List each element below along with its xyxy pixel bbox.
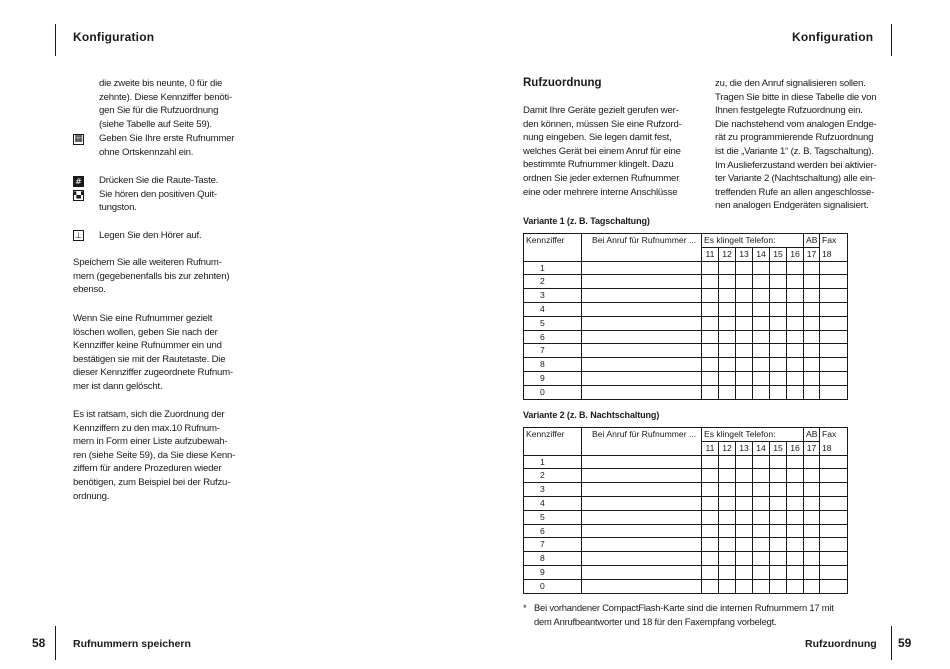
table-row [524, 483, 848, 497]
cell-fax [820, 455, 848, 469]
header-kennziffer: Kennziffer [524, 428, 582, 442]
cell-checkbox [753, 385, 770, 399]
cell-checkbox [770, 358, 787, 372]
cell-checkbox [702, 358, 719, 372]
paragraph-advice-list: Es ist ratsam, sich die Zuordnung der Kennziffern zu den max.10 Rufnum- mern in Form einer Liste aufzubewah- ren (siehe Seite 59), da Sie diese Kenn- ziffern für andere Prozeduren wieder benötigen, zum Beispiel bei der Rufzu- ordnung. [73, 409, 236, 502]
cell-rufnummer [582, 579, 702, 593]
cell-checkbox [702, 385, 719, 399]
cell-kennziffer: 9 [524, 371, 582, 385]
cell-rufnummer [582, 524, 702, 538]
header-kennziffer-cont [524, 247, 582, 261]
cell-fax [820, 302, 848, 316]
cell-checkbox [719, 289, 736, 303]
table-row [524, 261, 848, 275]
header-ab-number: 17 [804, 247, 820, 261]
cell-rufnummer [582, 289, 702, 303]
cell-rufnummer [582, 344, 702, 358]
table-row [524, 302, 848, 316]
header-phone-14: 14 [753, 247, 770, 261]
cell-kennziffer: 5 [524, 316, 582, 330]
cell-checkbox [753, 455, 770, 469]
cell-kennziffer: 3 [524, 289, 582, 303]
cell-checkbox [719, 302, 736, 316]
table-row [524, 496, 848, 510]
cell-checkbox [719, 371, 736, 385]
cell-checkbox [770, 275, 787, 289]
cell-checkbox [770, 469, 787, 483]
header-phone-12: 12 [719, 441, 736, 455]
cell-checkbox [702, 524, 719, 538]
cell-checkbox [804, 483, 820, 497]
header-bei-anruf: Bei Anruf für Rufnummer ... [582, 428, 702, 442]
right-page-footer: Rufzuordnung [805, 638, 877, 650]
cell-checkbox [804, 579, 820, 593]
cell-checkbox [787, 538, 804, 552]
cell-checkbox [736, 289, 753, 303]
header-phone-13: 13 [736, 247, 753, 261]
cell-checkbox [787, 524, 804, 538]
cell-checkbox [753, 552, 770, 566]
intro-column-1: Damit Ihre Geräte gezielt gerufen wer- den können, müssen Sie eine Rufzord- nung eingeben. Sie legen damit fest, welches Gerät bei einem Anruf für eine bestimmte Rufnummer klingelt. Dazu ordnen Sie jeder externen Rufnummer eine oder mehrere interne Anschlüsse [523, 105, 682, 198]
cell-checkbox [787, 371, 804, 385]
cell-fax [820, 538, 848, 552]
cell-checkbox [770, 316, 787, 330]
cell-kennziffer: 2 [524, 275, 582, 289]
cell-checkbox [719, 469, 736, 483]
keypad-icon: ▦ [74, 134, 83, 144]
cell-checkbox [736, 469, 753, 483]
cell-kennziffer: 0 [524, 385, 582, 399]
cell-checkbox [787, 565, 804, 579]
cell-checkbox [753, 524, 770, 538]
cell-checkbox [719, 510, 736, 524]
table-row [524, 344, 848, 358]
cell-checkbox [736, 316, 753, 330]
header-fax: Fax [820, 234, 848, 248]
cell-kennziffer: 3 [524, 483, 582, 497]
cell-checkbox [736, 275, 753, 289]
cell-checkbox [770, 510, 787, 524]
cell-checkbox [736, 330, 753, 344]
cell-checkbox [719, 385, 736, 399]
cell-rufnummer [582, 316, 702, 330]
cell-kennziffer: 0 [524, 579, 582, 593]
table-row [524, 358, 848, 372]
cell-checkbox [719, 358, 736, 372]
cell-fax [820, 371, 848, 385]
cell-checkbox [804, 289, 820, 303]
cell-checkbox [736, 496, 753, 510]
cell-checkbox [736, 524, 753, 538]
cell-checkbox [770, 289, 787, 303]
table-row [524, 538, 848, 552]
cell-checkbox [804, 524, 820, 538]
cell-checkbox [753, 469, 770, 483]
cell-rufnummer [582, 371, 702, 385]
cell-checkbox [770, 302, 787, 316]
intro-column-2: zu, die den Anruf signalisieren sollen. Tragen Sie bitte in diese Tabelle die von Ihnen festgelegte Rufzuordnung ein. Die nachstehend vom analogen Endge- rät zu programmierende Rufzuordnung ist die „Variante 1“ (z. B. Tagschaltung). Im Auslieferzustand werden bei aktivier- ter Variante 2 (Nachtschaltung) alle ein- treffenden Rufe an allen angeschlosse- nen analogen Endgeräten signalisiert. [715, 78, 877, 212]
cell-checkbox [753, 261, 770, 275]
cell-rufnummer [582, 275, 702, 289]
table-row [524, 469, 848, 483]
cell-checkbox [804, 510, 820, 524]
cell-checkbox [770, 344, 787, 358]
cell-checkbox [719, 261, 736, 275]
cell-checkbox [736, 455, 753, 469]
header-phone-14: 14 [753, 441, 770, 455]
cell-checkbox [770, 385, 787, 399]
step-enter-number: Geben Sie Ihre erste Rufnummer ohne Ortskennzahl ein. [99, 133, 235, 158]
step-hash-key: Drücken Sie die Raute-Taste. Sie hören den positiven Quit- tungston. [99, 175, 219, 214]
cell-checkbox [753, 330, 770, 344]
cell-checkbox [770, 496, 787, 510]
table-row [524, 316, 848, 330]
cell-checkbox [702, 565, 719, 579]
cell-checkbox [719, 275, 736, 289]
cell-checkbox [787, 358, 804, 372]
cell-fax [820, 330, 848, 344]
table-subheader-row [524, 441, 848, 455]
cell-checkbox [753, 579, 770, 593]
cell-checkbox [770, 552, 787, 566]
header-kennziffer-cont [524, 441, 582, 455]
cell-checkbox [787, 552, 804, 566]
footnote-marker: * [523, 602, 527, 613]
header-bei-anruf-cont [582, 247, 702, 261]
cell-rufnummer [582, 565, 702, 579]
cell-checkbox [702, 455, 719, 469]
cell-checkbox [719, 552, 736, 566]
cell-checkbox [770, 538, 787, 552]
cell-checkbox [804, 565, 820, 579]
cell-rufnummer [582, 483, 702, 497]
cell-kennziffer: 6 [524, 524, 582, 538]
cell-checkbox [770, 565, 787, 579]
cell-fax [820, 275, 848, 289]
cell-fax [820, 261, 848, 275]
header-phone-15: 15 [770, 247, 787, 261]
cell-rufnummer [582, 496, 702, 510]
cell-checkbox [736, 385, 753, 399]
header-kennziffer: Kennziffer [524, 234, 582, 248]
table-row [524, 385, 848, 399]
cell-checkbox [753, 538, 770, 552]
table-row [524, 289, 848, 303]
cell-checkbox [702, 538, 719, 552]
cell-fax [820, 385, 848, 399]
cell-checkbox [804, 552, 820, 566]
cell-checkbox [702, 510, 719, 524]
cell-checkbox [804, 330, 820, 344]
cell-checkbox [753, 496, 770, 510]
cell-checkbox [719, 483, 736, 497]
cell-checkbox [770, 524, 787, 538]
cell-fax [820, 524, 848, 538]
cell-checkbox [702, 552, 719, 566]
section-title: Rufzuordnung [523, 77, 602, 89]
cell-fax [820, 496, 848, 510]
cell-checkbox [787, 275, 804, 289]
cell-kennziffer: 4 [524, 496, 582, 510]
cell-fax [820, 565, 848, 579]
cell-fax [820, 483, 848, 497]
cell-checkbox [804, 302, 820, 316]
cell-checkbox [787, 344, 804, 358]
cell-kennziffer: 1 [524, 455, 582, 469]
cell-checkbox [804, 261, 820, 275]
cell-checkbox [702, 344, 719, 358]
cell-kennziffer: 8 [524, 552, 582, 566]
cell-checkbox [736, 302, 753, 316]
cell-checkbox [787, 469, 804, 483]
cell-checkbox [719, 330, 736, 344]
cell-kennziffer: 9 [524, 565, 582, 579]
cell-checkbox [736, 358, 753, 372]
hash-key-icon: # [73, 176, 84, 187]
cell-checkbox [719, 524, 736, 538]
cell-checkbox [736, 483, 753, 497]
cell-checkbox [770, 579, 787, 593]
table-row [524, 565, 848, 579]
cell-checkbox [736, 371, 753, 385]
table-row [524, 524, 848, 538]
header-ab-number: 17 [804, 441, 820, 455]
cell-checkbox [736, 565, 753, 579]
cell-checkbox [719, 344, 736, 358]
cell-checkbox [804, 385, 820, 399]
cell-checkbox [702, 579, 719, 593]
cell-checkbox [736, 538, 753, 552]
cell-checkbox [719, 579, 736, 593]
cell-checkbox [702, 483, 719, 497]
cell-rufnummer [582, 385, 702, 399]
table-subheader-row [524, 247, 848, 261]
cell-rufnummer [582, 330, 702, 344]
cell-rufnummer [582, 538, 702, 552]
footnote-text: Bei vorhandener CompactFlash-Karte sind die internen Rufnummern 17 mit dem Anrufbeantworter und 18 für den Faxempfang vorbelegt. [534, 602, 834, 627]
table-row [524, 371, 848, 385]
continuation-text: die zweite bis neunte, 0 für die zehnte). Diese Kennziffer benöti- gen Sie für die Rufzuordnung (siehe Tabelle auf Seite 59). [99, 78, 232, 130]
cell-checkbox [770, 330, 787, 344]
header-es-klingelt: Es klingelt Telefon: [702, 234, 804, 248]
cell-checkbox [719, 538, 736, 552]
table-header-row [524, 234, 848, 248]
cell-checkbox [736, 579, 753, 593]
table-1-caption: Variante 1 (z. B. Tagschaltung) [523, 216, 650, 226]
cell-rufnummer [582, 469, 702, 483]
left-page-header: Konfiguration [73, 30, 155, 44]
cell-rufnummer [582, 455, 702, 469]
table-header-row [524, 428, 848, 442]
paragraph-delete-number: Wenn Sie eine Rufnummer gezielt löschen wollen, geben Sie nach der Kennziffer keine Rufnummer ein und bestätigen sie mit der Rautetaste. Die dieser Kennziffer zugeordnete Rufnum- mer ist dann gelöscht. [73, 313, 233, 392]
paragraph-save-further: Speichern Sie alle weiteren Rufnum- mern (gegebenenfalls bis zur zehnten) ebenso. [73, 257, 230, 296]
cell-checkbox [753, 275, 770, 289]
left-page-number: 58 [32, 636, 46, 650]
cell-checkbox [804, 455, 820, 469]
right-page-header: Konfiguration [792, 30, 874, 44]
left-footer-rule [55, 626, 56, 660]
cell-kennziffer: 7 [524, 538, 582, 552]
cell-checkbox [804, 358, 820, 372]
table-row [524, 455, 848, 469]
cell-checkbox [719, 565, 736, 579]
cell-checkbox [787, 261, 804, 275]
cell-checkbox [702, 275, 719, 289]
header-phone-11: 11 [702, 247, 719, 261]
cell-checkbox [787, 302, 804, 316]
cell-rufnummer [582, 510, 702, 524]
table-row [524, 552, 848, 566]
cell-checkbox [753, 316, 770, 330]
cell-checkbox [804, 316, 820, 330]
cell-fax [820, 289, 848, 303]
cell-kennziffer: 5 [524, 510, 582, 524]
cell-fax [820, 469, 848, 483]
header-es-klingelt: Es klingelt Telefon: [702, 428, 804, 442]
step-hang-up: Legen Sie den Hörer auf. [99, 230, 202, 241]
cell-fax [820, 358, 848, 372]
cell-checkbox [736, 261, 753, 275]
cell-fax [820, 552, 848, 566]
header-phone-16: 16 [787, 441, 804, 455]
cell-checkbox [770, 371, 787, 385]
header-phone-15: 15 [770, 441, 787, 455]
cell-checkbox [753, 565, 770, 579]
table-row [524, 330, 848, 344]
left-page-footer: Rufnummern speichern [73, 638, 191, 650]
cell-checkbox [787, 316, 804, 330]
header-ab: AB [804, 234, 820, 248]
cell-checkbox [719, 496, 736, 510]
header-fax-number: 18 [820, 247, 848, 261]
cell-kennziffer: 6 [524, 330, 582, 344]
cell-fax [820, 579, 848, 593]
header-phone-12: 12 [719, 247, 736, 261]
header-fax: Fax [820, 428, 848, 442]
right-footer-rule [891, 626, 892, 660]
left-header-rule [55, 24, 56, 56]
cell-checkbox [770, 483, 787, 497]
cell-rufnummer [582, 552, 702, 566]
table-row [524, 579, 848, 593]
cell-fax [820, 316, 848, 330]
assignment-table-variant-2 [523, 427, 848, 594]
cell-checkbox [787, 483, 804, 497]
cell-kennziffer: 1 [524, 261, 582, 275]
header-phone-16: 16 [787, 247, 804, 261]
cell-checkbox [804, 371, 820, 385]
cell-checkbox [736, 552, 753, 566]
cell-checkbox [770, 261, 787, 275]
header-fax-number: 18 [820, 441, 848, 455]
cell-checkbox [804, 275, 820, 289]
cell-checkbox [787, 289, 804, 303]
cell-checkbox [804, 538, 820, 552]
table-2-caption: Variante 2 (z. B. Nachtschaltung) [523, 410, 660, 420]
cell-checkbox [753, 289, 770, 303]
cell-checkbox [753, 302, 770, 316]
cell-checkbox [753, 483, 770, 497]
header-ab: AB [804, 428, 820, 442]
header-phone-13: 13 [736, 441, 753, 455]
cell-checkbox [702, 261, 719, 275]
cell-checkbox [804, 469, 820, 483]
cell-checkbox [702, 316, 719, 330]
cell-rufnummer [582, 302, 702, 316]
cell-checkbox [719, 316, 736, 330]
header-bei-anruf-cont [582, 441, 702, 455]
cell-checkbox [787, 455, 804, 469]
hang-up-icon: ⊥ [73, 230, 84, 241]
cell-checkbox [702, 371, 719, 385]
cell-fax [820, 510, 848, 524]
cell-checkbox [787, 510, 804, 524]
cell-checkbox [804, 344, 820, 358]
cell-checkbox [787, 579, 804, 593]
cell-rufnummer [582, 261, 702, 275]
cell-checkbox [702, 330, 719, 344]
cell-checkbox [702, 496, 719, 510]
cell-checkbox [753, 344, 770, 358]
cell-checkbox [736, 344, 753, 358]
cell-checkbox [736, 510, 753, 524]
cell-checkbox [787, 330, 804, 344]
cell-checkbox [770, 455, 787, 469]
assignment-table-variant-1 [523, 233, 848, 400]
cell-rufnummer [582, 358, 702, 372]
cell-checkbox [804, 496, 820, 510]
cell-checkbox [787, 496, 804, 510]
cell-checkbox [702, 302, 719, 316]
header-bei-anruf: Bei Anruf für Rufnummer ... [582, 234, 702, 248]
table-row [524, 510, 848, 524]
table-row [524, 275, 848, 289]
cell-checkbox [702, 469, 719, 483]
cell-checkbox [753, 358, 770, 372]
right-page-number: 59 [898, 636, 912, 650]
cell-checkbox [753, 510, 770, 524]
cell-kennziffer: 4 [524, 302, 582, 316]
cell-kennziffer: 8 [524, 358, 582, 372]
cell-checkbox [787, 385, 804, 399]
right-header-rule [891, 24, 892, 56]
cell-kennziffer: 2 [524, 469, 582, 483]
header-phone-11: 11 [702, 441, 719, 455]
cell-checkbox [719, 455, 736, 469]
cell-checkbox [753, 371, 770, 385]
cell-kennziffer: 7 [524, 344, 582, 358]
cell-fax [820, 344, 848, 358]
confirm-tone-icon: ▚▞ [74, 192, 84, 199]
cell-checkbox [702, 289, 719, 303]
